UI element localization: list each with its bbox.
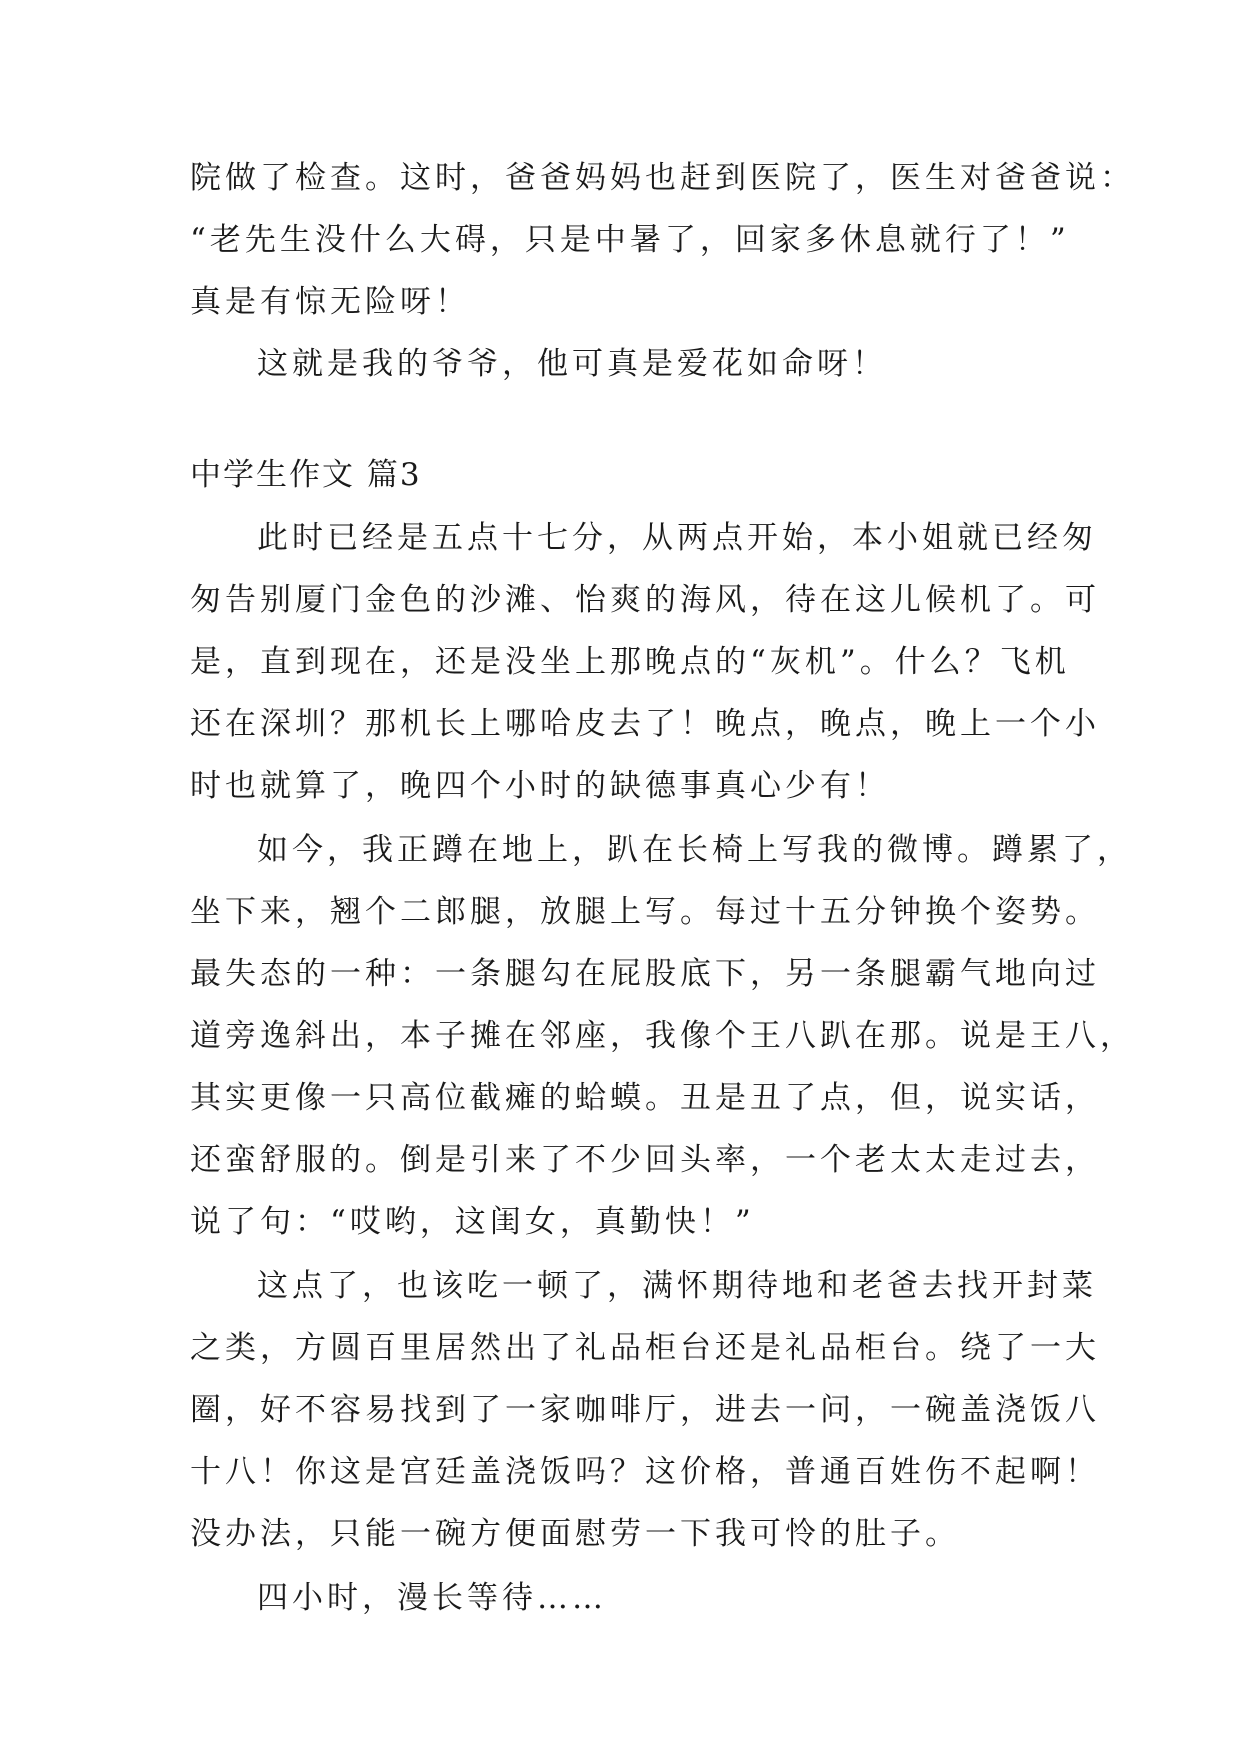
text-line: 如今，我正蹲在地上，趴在长椅上写我的微博。蹲累了， — [257, 832, 1132, 868]
text-line: 圈，好不容易找到了一家咖啡厅，进去一问，一碗盖浇饭八 — [190, 1392, 1100, 1428]
text-line: 这点了，也该吃一顿了，满怀期待地和老爸去找开封菜 — [257, 1268, 1097, 1304]
text-line: 真是有惊无险呀！ — [190, 284, 470, 320]
section-title: 中学生作文 篇3 — [190, 457, 422, 493]
text-line: 道旁逸斜出，本子摊在邻座，我像个王八趴在那。说是王八， — [190, 1018, 1135, 1054]
text-line: 十八！你这是宫廷盖浇饭吗？这价格，普通百姓伤不起啊！ — [190, 1454, 1100, 1490]
text-line: 最失态的一种：一条腿勾在屁股底下，另一条腿霸气地向过 — [190, 956, 1100, 992]
text-line: 是，直到现在，还是没坐上那晚点的“灰机”。什么？飞机 — [190, 644, 1070, 680]
text-line: 此时已经是五点十七分，从两点开始，本小姐就已经匆 — [257, 520, 1097, 556]
text-line: 四小时，漫长等待…… — [257, 1580, 607, 1616]
text-line: 没办法，只能一碗方便面慰劳一下我可怜的肚子。 — [190, 1516, 960, 1552]
text-line: 时也就算了，晚四个小时的缺德事真心少有！ — [190, 768, 890, 804]
text-line: 这就是我的爷爷，他可真是爱花如命呀！ — [257, 346, 887, 382]
text-line: 院做了检查。这时，爸爸妈妈也赶到医院了，医生对爸爸说： — [190, 160, 1135, 196]
text-line: 其实更像一只高位截瘫的蛤蟆。丑是丑了点，但，说实话， — [190, 1080, 1100, 1116]
text-line: 还在深圳？那机长上哪哈皮去了！晚点，晚点，晚上一个小 — [190, 706, 1100, 742]
text-line: 匆告别厦门金色的沙滩、怡爽的海风，待在这儿候机了。可 — [190, 582, 1100, 618]
text-line: 之类，方圆百里居然出了礼品柜台还是礼品柜台。绕了一大 — [190, 1330, 1100, 1366]
text-line: “老先生没什么大碍，只是中暑了，回家多休息就行了！” — [190, 222, 1070, 258]
text-line: 还蛮舒服的。倒是引来了不少回头率，一个老太太走过去， — [190, 1142, 1100, 1178]
text-line: 坐下来，翘个二郎腿，放腿上写。每过十五分钟换个姿势。 — [190, 894, 1100, 930]
text-line: 说了句：“哎哟，这闺女，真勤快！” — [190, 1204, 755, 1240]
